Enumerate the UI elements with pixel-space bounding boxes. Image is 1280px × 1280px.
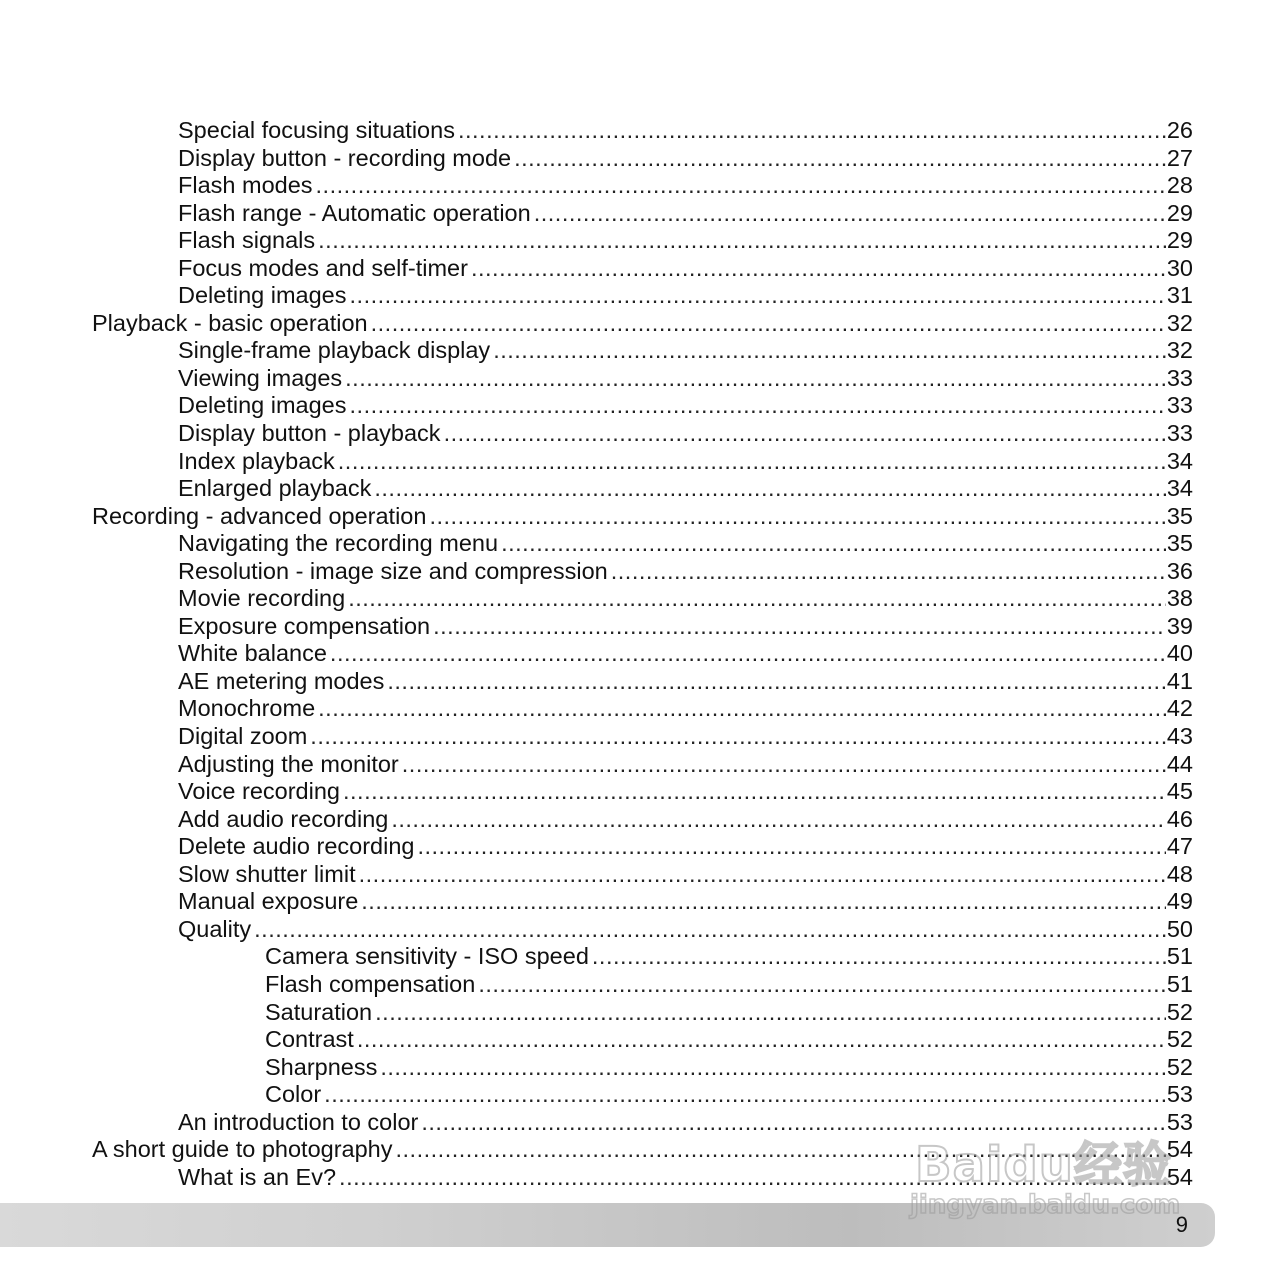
toc-entry-title: Add audio recording <box>178 805 389 832</box>
toc-entry-title: What is an Ev? <box>178 1163 337 1190</box>
toc-entry-title: Recording - advanced operation <box>92 502 427 529</box>
toc-entry-page: 29 <box>1166 199 1193 226</box>
toc-entry-page: 33 <box>1166 364 1193 391</box>
toc-dot-leader <box>433 613 1166 641</box>
toc-dot-leader <box>478 971 1166 999</box>
toc-dot-leader <box>374 475 1166 503</box>
toc-entry-title: Exposure compensation <box>178 612 431 639</box>
toc-entry-page: 47 <box>1166 833 1193 860</box>
toc-entry-title: Viewing images <box>178 364 343 391</box>
toc-entry[interactable] <box>0 861 1193 889</box>
toc-dot-leader <box>348 585 1166 613</box>
toc-dot-leader <box>417 833 1165 861</box>
toc-entry[interactable] <box>0 1081 1193 1109</box>
toc-dot-leader <box>380 1054 1166 1082</box>
toc-dot-leader <box>357 1026 1166 1054</box>
toc-entry-page: 34 <box>1166 447 1193 474</box>
toc-entry-title: Quality <box>178 915 252 942</box>
toc-entry[interactable] <box>0 888 1193 916</box>
toc-entry-title: Slow shutter limit <box>178 860 356 887</box>
toc-entry[interactable] <box>0 200 1193 228</box>
toc-entry-title: Flash range - Automatic operation <box>178 199 531 226</box>
toc-entry-title: Voice recording <box>178 778 340 805</box>
toc-entry[interactable] <box>0 1109 1193 1137</box>
toc-entry-title: Display button - recording mode <box>178 144 512 171</box>
toc-entry-page: 53 <box>1166 1081 1193 1108</box>
toc-entry-title: Color <box>265 1081 322 1108</box>
toc-dot-leader <box>339 1164 1166 1192</box>
footer-bar <box>0 1203 1215 1247</box>
toc-entry-title: Delete audio recording <box>178 833 415 860</box>
toc-entry-title: A short guide to photography <box>92 1136 393 1163</box>
toc-entry-page: 43 <box>1166 723 1193 750</box>
toc-dot-leader <box>359 861 1166 889</box>
toc-entry-title: Movie recording <box>178 585 346 612</box>
toc-entry[interactable] <box>0 503 1193 531</box>
toc-dot-leader <box>501 530 1166 558</box>
toc-entry-page: 52 <box>1166 1026 1193 1053</box>
toc-entry[interactable] <box>0 1136 1193 1164</box>
toc-entry[interactable] <box>0 751 1193 779</box>
toc-dot-leader <box>402 751 1166 779</box>
toc-dot-leader <box>324 1081 1166 1109</box>
toc-dot-leader <box>345 365 1166 393</box>
toc-dot-leader <box>375 999 1166 1027</box>
toc-entry-title: Sharpness <box>265 1053 378 1080</box>
toc-entry[interactable] <box>0 999 1193 1027</box>
toc-entry[interactable] <box>0 1054 1193 1082</box>
toc-entry-title: Camera sensitivity - ISO speed <box>265 943 589 970</box>
toc-entry-title: Flash signals <box>178 227 316 254</box>
toc-entry-title: Monochrome <box>178 695 316 722</box>
toc-entry[interactable] <box>0 530 1193 558</box>
toc-entry-title: Resolution - image size and compression <box>178 557 608 584</box>
table-of-contents <box>0 117 1280 1191</box>
toc-entry-title: Deleting images <box>178 282 347 309</box>
toc-dot-leader <box>316 172 1166 200</box>
toc-entry-page: 31 <box>1166 282 1193 309</box>
toc-entry[interactable] <box>0 723 1193 751</box>
toc-dot-leader <box>318 695 1166 723</box>
toc-entry-page: 42 <box>1166 695 1193 722</box>
toc-dot-leader <box>330 640 1166 668</box>
page-number: 9 <box>1175 1212 1188 1237</box>
toc-entry-title: Enlarged playback <box>178 475 372 502</box>
toc-dot-leader <box>318 227 1166 255</box>
toc-entry-page: 45 <box>1166 778 1193 805</box>
toc-entry-page: 32 <box>1166 337 1193 364</box>
toc-entry[interactable] <box>0 695 1193 723</box>
toc-entry[interactable] <box>0 778 1193 806</box>
toc-entry-page: 49 <box>1166 888 1193 915</box>
toc-entry-page: 51 <box>1166 943 1193 970</box>
toc-entry[interactable] <box>0 585 1193 613</box>
toc-entry[interactable] <box>0 806 1193 834</box>
toc-entry-title: Flash modes <box>178 172 313 199</box>
toc-entry-page: 26 <box>1166 117 1193 143</box>
toc-entry[interactable] <box>0 337 1193 365</box>
toc-entry[interactable] <box>0 475 1193 503</box>
toc-entry[interactable] <box>0 1164 1193 1192</box>
toc-entry-page: 33 <box>1166 392 1193 419</box>
toc-entry-page: 39 <box>1166 612 1193 639</box>
toc-entry[interactable] <box>0 145 1193 173</box>
toc-entry-page: 29 <box>1166 227 1193 254</box>
toc-entry-title: Contrast <box>265 1026 354 1053</box>
toc-entry[interactable] <box>0 282 1193 310</box>
toc-dot-leader <box>350 392 1166 420</box>
toc-entry-page: 40 <box>1166 640 1193 667</box>
toc-entry-title: Deleting images <box>178 392 347 419</box>
toc-entry[interactable] <box>0 448 1193 476</box>
toc-entry-page: 32 <box>1166 309 1193 336</box>
toc-entry[interactable] <box>0 943 1193 971</box>
toc-entry-page: 33 <box>1166 420 1193 447</box>
toc-entry[interactable] <box>0 640 1193 668</box>
toc-entry-title: AE metering modes <box>178 667 385 694</box>
toc-entry-page: 34 <box>1166 475 1193 502</box>
toc-entry-page: 38 <box>1166 585 1193 612</box>
toc-dot-leader <box>371 310 1166 338</box>
toc-entry[interactable] <box>0 613 1193 641</box>
toc-entry-page: 50 <box>1166 915 1193 942</box>
toc-entry-page: 53 <box>1166 1108 1193 1135</box>
toc-dot-leader <box>343 778 1166 806</box>
toc-entry-title: White balance <box>178 640 327 667</box>
toc-entry-title: Single-frame playback display <box>178 337 491 364</box>
toc-dot-leader <box>471 255 1166 283</box>
toc-entry[interactable] <box>0 833 1193 861</box>
toc-entry-title: Display button - playback <box>178 420 441 447</box>
toc-entry-page: 54 <box>1166 1136 1193 1163</box>
toc-entry[interactable] <box>0 172 1193 200</box>
toc-dot-leader <box>387 668 1165 696</box>
toc-dot-leader <box>592 943 1166 971</box>
toc-entry-title: Navigating the recording menu <box>178 530 499 557</box>
toc-entry-page: 54 <box>1166 1163 1193 1190</box>
toc-entry-page: 36 <box>1166 557 1193 584</box>
toc-entry-title: Playback - basic operation <box>92 309 368 336</box>
toc-dot-leader <box>361 888 1166 916</box>
toc-dot-leader <box>534 200 1166 228</box>
toc-entry-page: 51 <box>1166 970 1193 997</box>
toc-dot-leader <box>254 916 1166 944</box>
toc-entry[interactable] <box>0 558 1193 586</box>
toc-dot-leader <box>396 1136 1166 1164</box>
toc-entry-page: 46 <box>1166 805 1193 832</box>
toc-entry-page: 27 <box>1166 144 1193 171</box>
toc-entry-title: Index playback <box>178 447 335 474</box>
toc-entry-title: Special focusing situations <box>178 117 455 143</box>
toc-dot-leader <box>391 806 1166 834</box>
toc-entry[interactable] <box>0 117 1193 145</box>
toc-dot-leader <box>493 337 1166 365</box>
toc-entry-page: 35 <box>1166 502 1193 529</box>
toc-dot-leader <box>350 282 1166 310</box>
toc-entry-page: 28 <box>1166 172 1193 199</box>
toc-entry-page: 52 <box>1166 1053 1193 1080</box>
toc-dot-leader <box>611 558 1166 586</box>
toc-dot-leader <box>421 1109 1166 1137</box>
toc-entry-page: 41 <box>1166 667 1193 694</box>
toc-entry-page: 30 <box>1166 254 1193 281</box>
toc-entry-title: Manual exposure <box>178 888 359 915</box>
toc-entry-title: Digital zoom <box>178 723 308 750</box>
toc-dot-leader <box>458 117 1166 145</box>
toc-entry[interactable] <box>0 365 1193 393</box>
toc-dot-leader <box>444 420 1166 448</box>
toc-entry-title: Focus modes and self-timer <box>178 254 468 281</box>
toc-entry[interactable] <box>0 420 1193 448</box>
toc-entry-page: 44 <box>1166 750 1193 777</box>
toc-entry[interactable] <box>0 227 1193 255</box>
toc-entry-page: 52 <box>1166 998 1193 1025</box>
toc-entry-title: An introduction to color <box>178 1108 419 1135</box>
toc-entry-title: Saturation <box>265 998 373 1025</box>
watermark-logo: Baidu经验 <box>915 1137 1172 1193</box>
toc-entry[interactable] <box>0 668 1193 696</box>
toc-entry[interactable] <box>0 255 1193 283</box>
toc-entry-title: Flash compensation <box>265 970 476 997</box>
toc-entry-page: 48 <box>1166 860 1193 887</box>
toc-entry[interactable] <box>0 1026 1193 1054</box>
toc-dot-leader <box>514 145 1166 173</box>
toc-entry[interactable] <box>0 971 1193 999</box>
toc-entry-title: Adjusting the monitor <box>178 750 399 777</box>
toc-entry-page: 35 <box>1166 530 1193 557</box>
toc-dot-leader <box>429 503 1165 531</box>
toc-entry[interactable] <box>0 310 1193 338</box>
toc-dot-leader <box>310 723 1166 751</box>
toc-entry[interactable] <box>0 392 1193 420</box>
toc-dot-leader <box>338 448 1166 476</box>
toc-entry[interactable] <box>0 916 1193 944</box>
